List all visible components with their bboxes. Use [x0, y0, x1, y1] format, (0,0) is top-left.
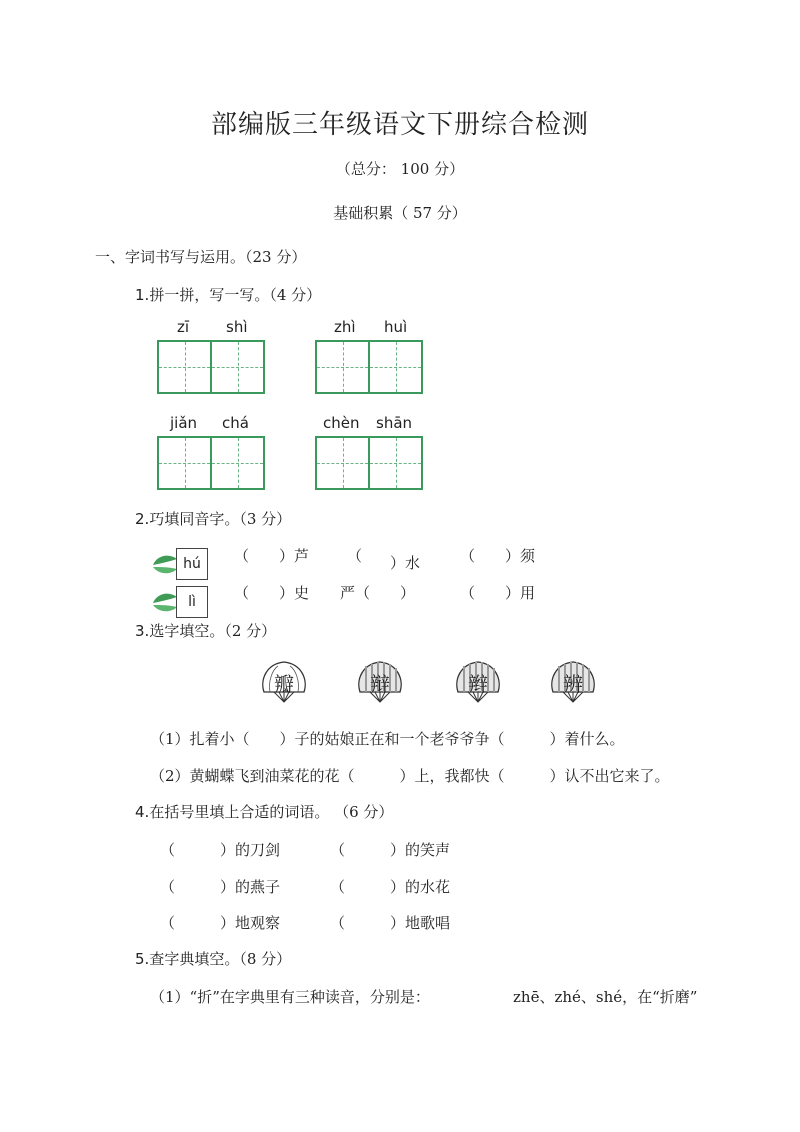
blank-item[interactable]: （ ）史	[234, 584, 310, 602]
writing-grid[interactable]	[315, 436, 423, 490]
blank-item[interactable]: （	[347, 547, 393, 565]
leaf-icon	[151, 589, 179, 615]
sentence-1-part-a: （1）“折”在字典里有三种读音，分别是：	[150, 988, 430, 1006]
blank-item[interactable]: 严（ ）	[340, 584, 416, 602]
blank-item[interactable]: （ ）须	[460, 547, 536, 565]
phrase-blank[interactable]: （ ）的水花	[330, 878, 451, 896]
part-one-heading: 一、字词书写与运用。（23 分）	[95, 248, 307, 266]
question-number: 5.	[135, 950, 150, 968]
pinyin-card: lì	[176, 586, 208, 618]
question-4	[135, 801, 393, 822]
leaf-icon	[151, 551, 179, 577]
pinyin: chèn	[323, 414, 360, 432]
question-number: 4.	[135, 803, 150, 821]
shell-character: 辨	[563, 672, 583, 696]
pinyin: zī	[177, 318, 190, 336]
sentence-1[interactable]: （1）扎着小（ ）子的姑娘正在和一个老爷爷争（ ）着什么。	[150, 730, 625, 748]
question-3	[135, 620, 276, 641]
shell-card[interactable]	[547, 656, 599, 708]
pinyin: zhì	[334, 318, 356, 336]
question-5	[135, 948, 291, 969]
question-number: 3.	[135, 622, 150, 640]
phrase-blank[interactable]: （ ）的刀剑	[160, 841, 281, 859]
pinyin: jiǎn	[170, 414, 198, 432]
phrase-blank[interactable]: （ ）的燕子	[160, 878, 281, 896]
blank-item: ）水	[390, 554, 421, 572]
phrase-blank[interactable]: （ ）地歌唱	[330, 914, 451, 932]
sentence-1-part-b: zhē、zhé、shé，在“折磨”	[513, 988, 698, 1006]
question-number: 1.	[135, 286, 150, 304]
shell-card[interactable]	[354, 656, 406, 708]
pinyin-card: hú	[176, 548, 208, 580]
sentence-2[interactable]: （2）黄蝴蝶飞到油菜花的花（ ）上，我都快（ ）认不出它来了。	[150, 767, 670, 785]
phrase-blank[interactable]: （ ）的笑声	[330, 841, 451, 859]
writing-grid[interactable]	[315, 340, 423, 394]
total-score: （总分： 100 分）	[335, 160, 465, 178]
shell-card[interactable]	[258, 656, 310, 708]
pinyin: huì	[384, 318, 408, 336]
shell-card[interactable]	[452, 656, 504, 708]
writing-grid[interactable]	[157, 436, 265, 490]
question-text: 巧填同音字。（3 分）	[149, 510, 292, 528]
writing-grid[interactable]	[157, 340, 265, 394]
question-number: 2.	[135, 510, 150, 528]
phrase-blank[interactable]: （ ）地观察	[160, 914, 281, 932]
pinyin: shān	[376, 414, 413, 432]
section-heading: 基础积累（ 57 分）	[333, 204, 467, 222]
blank-item[interactable]: （ ）芦	[234, 547, 310, 565]
blank-item[interactable]: （ ）用	[460, 584, 536, 602]
shell-character: 辩	[370, 672, 390, 696]
question-text: 拼一拼，写一写。（4 分）	[149, 286, 322, 304]
shell-character: 瓣	[274, 672, 294, 696]
question-text: 查字典填空。（8 分）	[149, 950, 292, 968]
question-2	[135, 508, 291, 529]
page-title: 部编版三年级语文下册综合检测	[210, 110, 589, 140]
question-1	[135, 284, 321, 305]
shell-character: 辫	[468, 672, 488, 696]
pinyin: shì	[226, 318, 248, 336]
question-text: 选字填空。（2 分）	[149, 622, 277, 640]
question-text: 在括号里填上合适的词语。 （6 分）	[149, 803, 394, 821]
pinyin: chá	[222, 414, 249, 432]
